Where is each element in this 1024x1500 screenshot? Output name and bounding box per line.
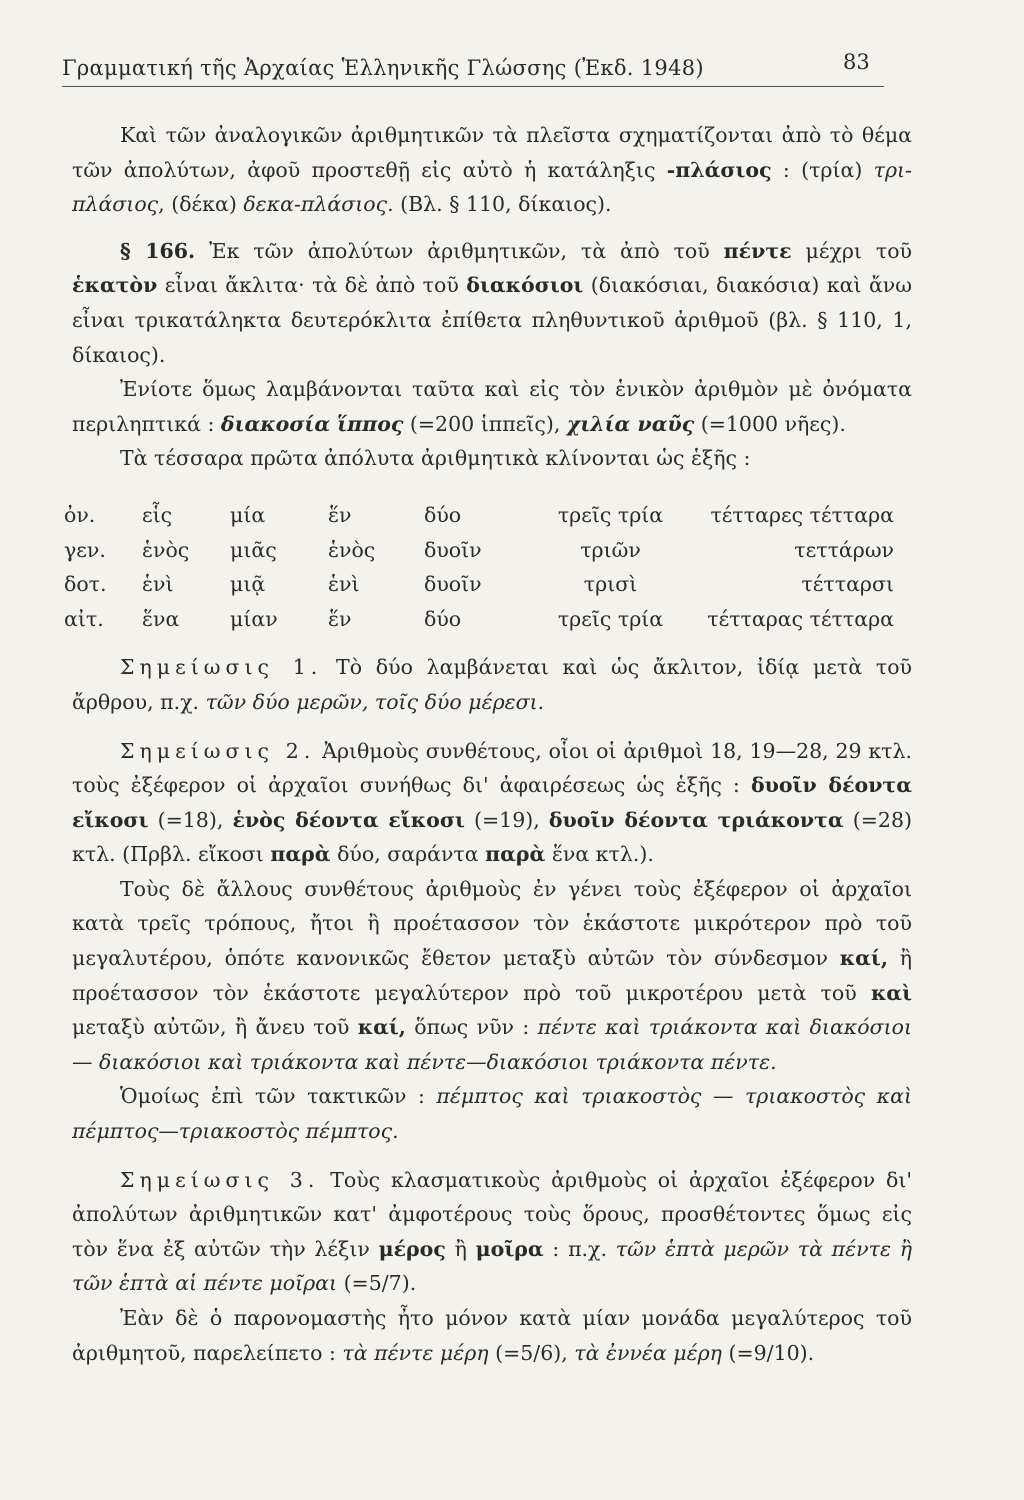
paragraph-multiplicatives: Καὶ τῶν ἀναλογικῶν ἀριθμητικῶν τὰ πλεῖστα σχηματίζονται ἀπὸ τὸ θέμα τῶν ἀπολύτων, ἀφοῦ προστεθῇ εἰς αὐτὸ ἡ κατάληξις -πλάσιος : (τρία) τρι-πλάσιος, (δέκα) δεκα-πλάσιος. (Βλ. § 110, δίκαιος). xyxy=(72,123,912,217)
section-166: § 166. Ἐκ τῶν ἀπολύτων ἀριθμητικῶν, τὰ ἀπὸ τοῦ πέντε μέχρι τοῦ ἑκατὸν εἶναι ἄκλιτα· τὰ δὲ ἀπὸ τοῦ διακόσιοι (διακόσιαι, διακόσια) καὶ ἄνω εἶναι τρικατάληκτα δευτερόκλιτα ἐπίθετα πληθυντικοῦ ἀριθμοῦ (βλ. § 110, 1, δίκαιος). xyxy=(72,238,913,367)
table-row: γεν. ἑνὸς μιᾶς ἑνὸς δυοῖν τριῶν τεττάρων xyxy=(64,537,894,562)
table-row: αἰτ. ἕνα μίαν ἕν δύο τρεῖς τρία τέτταρας τέτταρα xyxy=(64,606,894,631)
page-body xyxy=(64,118,913,1370)
paragraph-declension-intro: Τὰ τέσσαρα πρῶτα ἀπόλυτα ἀριθμητικὰ κλίνονται ὡς ἑξῆς : xyxy=(120,446,751,471)
table-row: ὀν. εἷς μία ἕν δύο τρεῖς τρία τέτταρες τέτταρα xyxy=(64,502,894,527)
page-number: 83 xyxy=(843,50,870,74)
suffix-plasios: -πλάσιος xyxy=(666,157,772,182)
declension-table xyxy=(64,498,904,636)
note-3: Σημείωσις 3. Τοὺς κλασματικοὺς ἀριθμοὺς οἱ ἀρχαῖοι ἐξέφερον δι' ἀπολύτων ἀριθμητικῶν κατ' ἀμφοτέρους τοὺς ὅρους, προσθέτοντες ὅμως εἰς τὸν ἕνα ἐξ αὐτῶν τὴν λέξιν μέρος ἢ μοῖρα : π.χ. τῶν ἑπτὰ μερῶν τὰ πέντε ἢ τῶν ἑπτὰ αἱ πέντε μοῖραι (=5/7). xyxy=(72,1167,912,1296)
table-row: δοτ. ἑνὶ μιᾷ ἑνὶ δυοῖν τρισὶ τέτταρσι xyxy=(64,572,894,597)
note-2: Σημείωσις 2. Ἀριθμοὺς συνθέτους, οἷοι οἱ ἀριθμοὶ 18, 19—28, 29 κτλ. τοὺς ἐξέφερον οἱ ἀρχαῖοι συνήθως δι' ἀφαιρέσεως ὡς ἑξῆς : δυοῖν δέοντα εἴκοσι (=18), ἑνὸς δέοντα εἴκοσι (=19), δυοῖν δέοντα τριάκοντα (=28) κτλ. (Πρβλ. εἴκοσι παρὰ δύο, σαράντα παρὰ ἕνα κτλ.). xyxy=(72,738,913,867)
running-header xyxy=(62,50,884,87)
paragraph-compound-numbers: Τοὺς δὲ ἄλλους συνθέτους ἀριθμοὺς ἐν γένει τοὺς ἐξέφερον οἱ ἀρχαῖοι κατὰ τρεῖς τρόπους, ἤτοι ἢ προέτασσον τὸν ἑκάστοτε μικρότερον πρὸ τοῦ μεγαλυτέρου, ὁπότε κανονικῶς ἔθετον μεταξὺ αὐτῶν τὸν σύνδεσμον καί, ἢ προέτασσον τὸν ἑκάστοτε μεγαλύτερον πρὸ τοῦ μικροτέρου μετὰ τοῦ καὶ μεταξὺ αὐτῶν, ἢ ἄνευ τοῦ καί, ὅπως νῦν : πέντε καὶ τριάκοντα καὶ διακόσιοι — διακόσιοι καὶ τριάκοντα καὶ πέντε—διακόσιοι τριάκοντα πέντε. xyxy=(72,876,912,1074)
note-label: Σημείωσις 2. xyxy=(120,738,316,763)
section-number: § 166. xyxy=(120,238,196,263)
note-1: Σημείωσις 1. Τὸ δύο λαμβάνεται καὶ ὡς ἄκλιτον, ἰδίᾳ μετὰ τοῦ ἄρθρου, π.χ. τῶν δύο μερῶν, τοῖς δύο μέρεσι. xyxy=(72,655,912,714)
note-label: Σημείωσις 1. xyxy=(120,655,323,680)
header-title: Γραμματική τῆς Ἀρχαίας Ἑλληνικῆς Γλώσσης (Ἐκδ. 1948) xyxy=(62,56,704,80)
paragraph-fractions: Ἐὰν δὲ ὁ παρονομαστὴς ἦτο μόνον κατὰ μίαν μονάδα μεγαλύτερος τοῦ ἀριθμητοῦ, παρελείπετο : τὰ πέντε μέρη (=5/6), τὰ ἐννέα μέρη (=9/10). xyxy=(72,1306,912,1365)
paragraph-ordinals: Ὁμοίως ἐπὶ τῶν τακτικῶν : πέμπτος καὶ τριακοστὸς — τριακοστὸς καὶ πέμπτος—τριακοστὸς πέμπτος. xyxy=(72,1084,912,1144)
paragraph-collective: Ἐνίοτε ὅμως λαμβάνονται ταῦτα καὶ εἰς τὸν ἑνικὸν ἀριθμὸν μὲ ὀνόματα περιληπτικά : διακοσία ἵππος (=200 ἱππεῖς), χιλία ναῦς (=1000 νῆες). xyxy=(72,377,912,436)
note-label: Σημείωσις 3. xyxy=(120,1167,320,1192)
